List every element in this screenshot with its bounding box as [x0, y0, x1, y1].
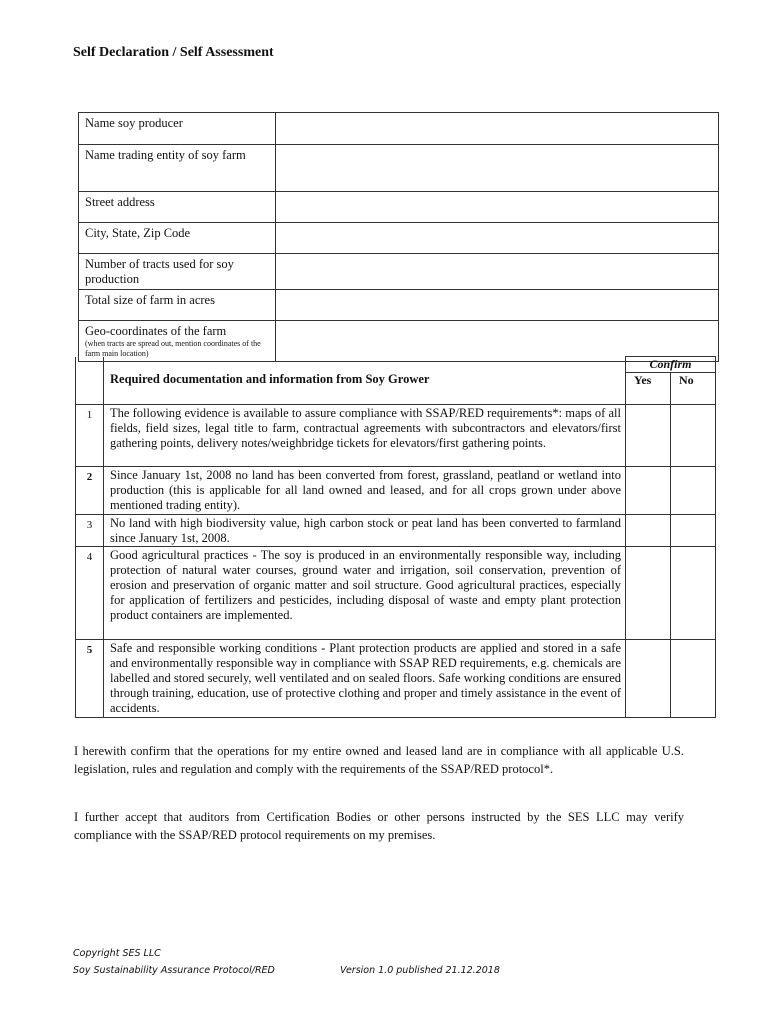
yes-checkbox[interactable]: [626, 515, 671, 547]
footer-copyright: Copyright SES LLC: [73, 948, 161, 959]
requirement-text: Since January 1st, 2008 no land has been converted from forest, grassland, peatland or wetland into production (this is applicable for all land owned and leased, and for all crops grown under above mentioned trading entity).: [104, 467, 626, 515]
requirements-header: Required documentation and information from Soy Grower: [104, 357, 626, 405]
requirement-text: The following evidence is available to assure compliance with SSAP/RED requirements*: maps of all fields, field sizes, legal title to farm, contractual agreements with subcontractors and elevators/first gathering points, delivery notes/weighbridge tickets for elevators/first gathering points.: [104, 405, 626, 467]
requirement-text: Good agricultural practices - The soy is produced in an environmentally responsible way, including protection of natural water courses, ground water and irrigation, soil conservation, prevention of erosion and preservation of organic matter and soil structure. Good agricultural practices, especially for application of fertilizers and pesticides, including disposal of waste and empty plant protection product containers are implemented.: [104, 547, 626, 640]
info-value-field[interactable]: [275, 192, 718, 223]
requirements-table: [75, 356, 716, 718]
info-value-field[interactable]: [275, 223, 718, 254]
page-title: Self Declaration / Self Assessment: [73, 45, 274, 60]
table-row: [76, 515, 716, 547]
yes-checkbox[interactable]: [626, 547, 671, 640]
table-row: [76, 640, 716, 718]
compliance-statement: I herewith confirm that the operations for my entire owned and leased land are in compliance with all applicable U.S. legislation, rules and regulation and comply with the requirements of the SSAP/RED protocol*.: [74, 744, 684, 776]
table-row: [76, 467, 716, 515]
confirm-header: Confirm: [626, 357, 716, 373]
requirement-text: Safe and responsible working conditions - Plant protection products are applied and stored in a safe and environmentally responsible way in compliance with SSAP RED requirements, e.g. chemicals are labelled and stored securely, well ventilated and on sealed floors. Safe working conditions are ensured through training, education, use of protective clothing and proper and timely assistance in the event of accidents.: [104, 640, 626, 718]
info-label: Street address: [79, 192, 276, 223]
footer-version: Version 1.0 published 21.12.2018: [340, 965, 500, 976]
row-number: 4: [76, 547, 104, 640]
no-checkbox[interactable]: [671, 640, 716, 718]
table-row: [76, 405, 716, 467]
yes-header: Yes: [626, 373, 671, 405]
yes-checkbox[interactable]: [626, 467, 671, 515]
producer-info-table: [78, 112, 719, 362]
requirement-text: No land with high biodiversity value, high carbon stock or peat land has been converted to farmland since January 1st, 2008.: [104, 515, 626, 547]
info-row: [79, 254, 719, 290]
info-value-field[interactable]: [275, 145, 718, 192]
no-checkbox[interactable]: [671, 405, 716, 467]
no-header: No: [671, 373, 716, 405]
info-value-field[interactable]: [275, 113, 718, 145]
footer-protocol: Soy Sustainability Assurance Protocol/RED: [73, 965, 275, 976]
info-label: City, State, Zip Code: [79, 223, 276, 254]
info-row: [79, 290, 719, 321]
row-number: 1: [76, 405, 104, 467]
info-row: [79, 223, 719, 254]
table-row: [76, 547, 716, 640]
no-checkbox[interactable]: [671, 467, 716, 515]
row-number: 3: [76, 515, 104, 547]
info-row: [79, 145, 719, 192]
info-label: Name soy producer: [79, 113, 276, 145]
info-label: Name trading entity of soy farm: [79, 145, 276, 192]
info-value-field[interactable]: [275, 254, 718, 290]
row-number: 2: [76, 467, 104, 515]
yes-checkbox[interactable]: [626, 640, 671, 718]
info-row: [79, 113, 719, 145]
geo-label: Geo-coordinates of the farm: [85, 324, 227, 338]
auditor-statement: I further accept that auditors from Certification Bodies or other persons instructed by the SES LLC may verify compliance with the SSAP/RED protocol requirements on my premises.: [74, 810, 684, 842]
no-checkbox[interactable]: [671, 515, 716, 547]
yes-checkbox[interactable]: [626, 405, 671, 467]
row-number: 5: [76, 640, 104, 718]
info-label: Number of tracts used for soy production: [79, 254, 276, 290]
info-label: Total size of farm in acres: [79, 290, 276, 321]
info-row: [79, 192, 719, 223]
requirements-header-row: [76, 357, 716, 373]
no-checkbox[interactable]: [671, 547, 716, 640]
geo-note: (when tracts are spread out, mention coordinates of the farm main location): [85, 339, 261, 358]
info-value-field[interactable]: [275, 290, 718, 321]
